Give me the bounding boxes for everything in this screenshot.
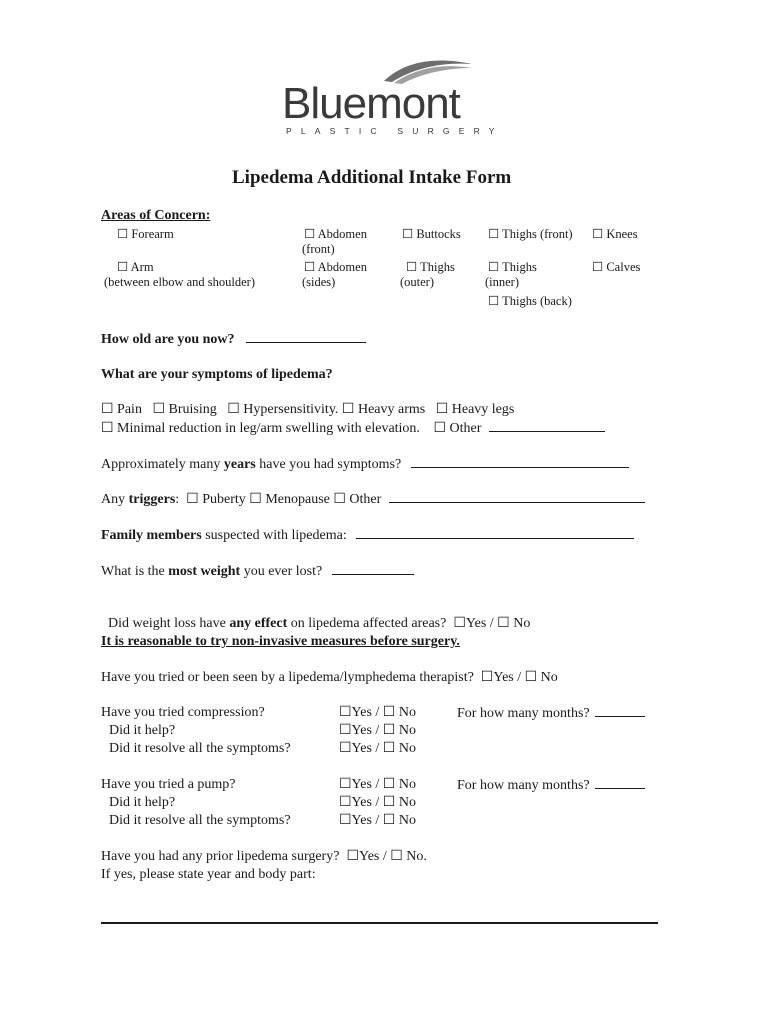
pump-resolve-yes-no[interactable]: ☐Yes / ☐ No <box>339 813 416 828</box>
weight-answer-line[interactable] <box>332 562 414 575</box>
age-question <box>101 330 366 349</box>
area-thighs-inner-note: (inner) <box>485 275 520 289</box>
family-question: Family members suspected with lipedema: <box>101 526 634 545</box>
pump-yes-no[interactable]: ☐Yes / ☐ No <box>339 777 416 792</box>
compression-months: For how many months? <box>457 704 645 723</box>
pump-help-yes-no[interactable]: ☐Yes / ☐ No <box>339 795 416 810</box>
form-title: Lipedema Additional Intake Form <box>232 167 512 188</box>
area-arm-note: (between elbow and shoulder) <box>104 275 255 289</box>
area-arm-checkbox[interactable]: ☐ Arm <box>117 260 154 274</box>
symptoms-options-row1[interactable]: ☐ Pain ☐ Bruising ☐ Hypersensitivity. ☐ Heavy arms ☐ Heavy legs <box>101 402 515 417</box>
area-thighs-inner-checkbox[interactable]: ☐ Thighs <box>488 260 537 274</box>
logo-subtitle: PLASTIC SURGERY <box>286 126 504 136</box>
surgery-question[interactable]: Have you had any prior lipedema surgery? ☐Yes / ☐ No. <box>101 849 427 864</box>
area-thighs-outer-checkbox[interactable]: ☐ Thighs <box>406 260 455 274</box>
surgery-details-label: If yes, please state year and body part: <box>101 867 316 882</box>
age-label: How old are you now? <box>101 332 235 347</box>
area-abdomen-front-note: (front) <box>302 242 335 256</box>
surgery-details-line[interactable] <box>101 922 658 924</box>
areas-heading: Areas of Concern: <box>101 208 211 223</box>
area-forearm-checkbox[interactable]: ☐ Forearm <box>117 227 174 241</box>
compression-yes-no[interactable]: ☐Yes / ☐ No <box>339 705 416 720</box>
symptoms-options-row2 <box>101 419 605 438</box>
pump-resolve-question: Did it resolve all the symptoms? <box>109 813 291 828</box>
area-abdomen-sides-checkbox[interactable]: ☐ Abdomen <box>304 260 367 274</box>
weight-question: What is the most weight you ever lost? <box>101 562 414 581</box>
area-buttocks-checkbox[interactable]: ☐ Buttocks <box>402 227 461 241</box>
family-answer-line[interactable] <box>356 526 634 539</box>
symptom-minimal-reduction-checkbox[interactable]: ☐ Minimal reduction in leg/arm swelling with elevation. <box>101 421 420 436</box>
compression-question: Have you tried compression? <box>101 705 265 720</box>
compression-help-yes-no[interactable]: ☐Yes / ☐ No <box>339 723 416 738</box>
age-answer-line[interactable] <box>246 330 366 343</box>
compression-resolve-question: Did it resolve all the symptoms? <box>109 741 291 756</box>
compression-help-question: Did it help? <box>109 723 176 738</box>
pump-months: For how many months? <box>457 776 645 795</box>
area-thighs-back-checkbox[interactable]: ☐ Thighs (back) <box>488 294 572 308</box>
symptom-other-checkbox[interactable]: ☐ Other <box>433 421 482 436</box>
noninvasive-heading: It is reasonable to try non-invasive measures before surgery. <box>101 634 460 649</box>
area-abdomen-front-checkbox[interactable]: ☐ Abdomen <box>304 227 367 241</box>
years-answer-line[interactable] <box>411 455 629 468</box>
triggers-other-line[interactable] <box>389 490 645 503</box>
logo-name: Bluemont <box>282 79 460 128</box>
pump-question: Have you tried a pump? <box>101 777 236 792</box>
years-question: Approximately many years have you had symptoms? <box>101 455 629 474</box>
pump-help-question: Did it help? <box>109 795 176 810</box>
compression-resolve-yes-no[interactable]: ☐Yes / ☐ No <box>339 741 416 756</box>
area-knees-checkbox[interactable]: ☐ Knees <box>592 227 638 241</box>
symptoms-heading: What are your symptoms of lipedema? <box>101 367 333 382</box>
triggers-question: Any triggers: ☐ Puberty ☐ Menopause ☐ Other <box>101 490 645 509</box>
triggers-options[interactable]: : ☐ Puberty ☐ Menopause ☐ Other <box>175 492 382 507</box>
area-thighs-outer-note: (outer) <box>400 275 435 289</box>
compression-months-line[interactable] <box>595 704 645 717</box>
pump-months-line[interactable] <box>595 776 645 789</box>
area-calves-checkbox[interactable]: ☐ Calves <box>592 260 641 274</box>
symptom-other-line[interactable] <box>489 419 605 432</box>
area-abdomen-sides-note: (sides) <box>302 275 336 289</box>
therapist-question[interactable]: Have you tried or been seen by a lipedema/lymphedema therapist? ☐Yes / ☐ No <box>101 670 558 685</box>
area-thighs-front-checkbox[interactable]: ☐ Thighs (front) <box>488 227 573 241</box>
effect-question[interactable]: Did weight loss have any effect on lipedema affected areas? ☐Yes / ☐ No <box>108 616 531 631</box>
